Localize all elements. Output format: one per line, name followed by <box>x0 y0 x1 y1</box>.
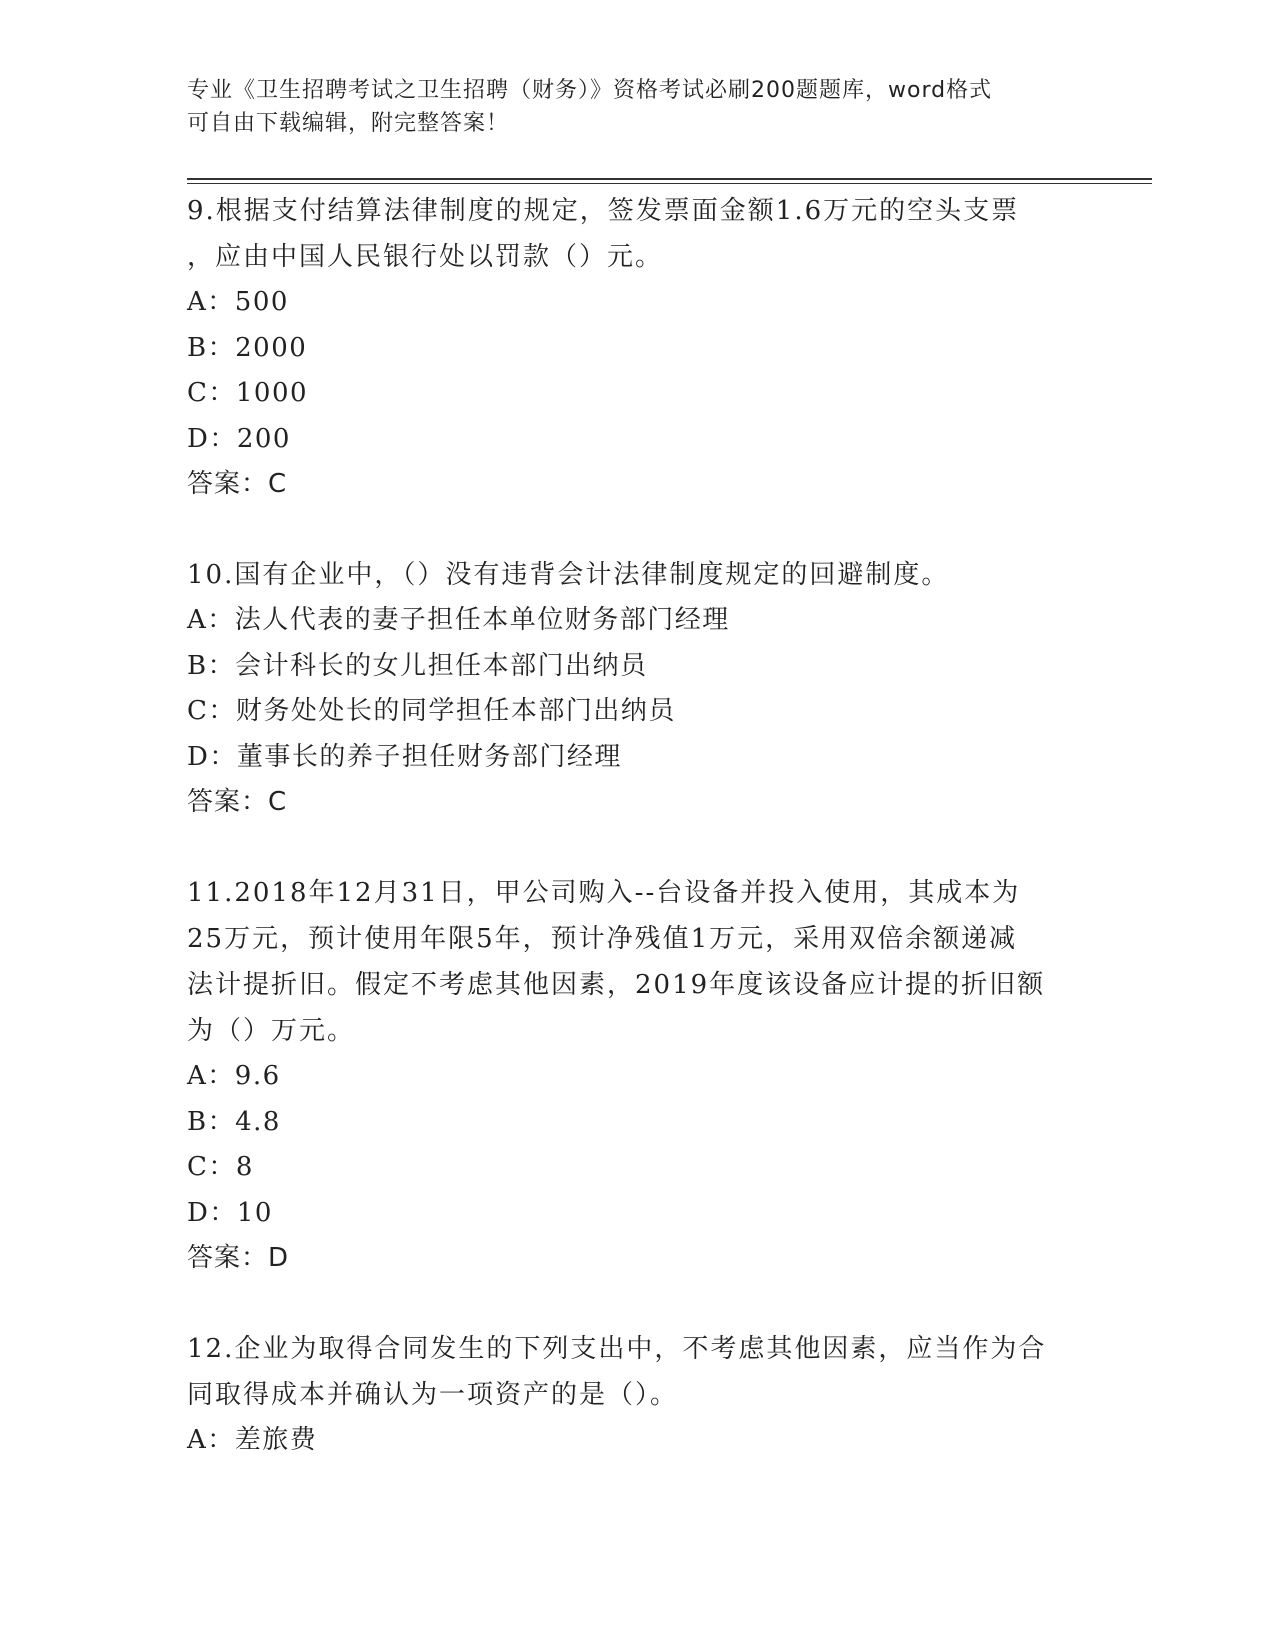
question-spacer <box>187 825 1087 870</box>
question-stem-line: 为（）万元。 <box>187 1016 356 1046</box>
option-a: A：差旅费 <box>187 1425 318 1455</box>
question-stem-line: 25万元，预计使用年限5年，预计净残值1万元，采用双倍余额递减 <box>187 924 1018 954</box>
option-d: D：200 <box>187 423 291 454</box>
option-d: D：10 <box>187 1197 273 1228</box>
answer-line: 答案：C <box>187 787 288 817</box>
question-spacer <box>187 1281 1087 1326</box>
header-rule-thick <box>187 178 1152 180</box>
header-rule-thin <box>187 183 1152 184</box>
option-b: B：4.8 <box>187 1106 281 1137</box>
header-line-2: 可自由下载编辑，附完整答案！ <box>187 111 510 136</box>
option-c: C：1000 <box>187 378 309 408</box>
question-9 <box>187 188 1087 507</box>
option-a: A：法人代表的妻子担任本单位财务部门经理 <box>187 605 730 635</box>
answer-line: 答案：D <box>187 1243 290 1273</box>
option-b: B：2000 <box>187 332 308 363</box>
question-list <box>187 188 1087 1464</box>
question-stem-line: 法计提折旧。假定不考虑其他因素，2019年度该设备应计提的折旧额 <box>187 970 1046 1000</box>
question-stem-line: ，应由中国人民银行处以罚款（）元。 <box>187 242 664 272</box>
option-d: D：董事长的养子担任财务部门经理 <box>187 741 622 772</box>
question-stem-line: 同取得成本并确认为一项资产的是（）。 <box>187 1380 679 1410</box>
question-11 <box>187 870 1087 1281</box>
option-b: B：会计科长的女儿担任本部门出纳员 <box>187 650 648 681</box>
option-c: C：财务处处长的同学担任本部门出纳员 <box>187 696 676 726</box>
question-12 <box>187 1326 1087 1464</box>
question-stem-line: 11.2018年12月31日，甲公司购入--台设备并投入使用，其成本为 <box>187 878 1021 908</box>
question-10 <box>187 552 1087 825</box>
option-a: A：9.6 <box>187 1061 281 1091</box>
question-stem-line: 12.企业为取得合同发生的下列支出中，不考虑其他因素，应当作为合 <box>187 1334 1047 1364</box>
question-spacer <box>187 507 1087 552</box>
header-line-1: 专业《卫生招聘考试之卫生招聘（财务）》资格考试必刷200题题库，word格式 <box>187 78 993 103</box>
document-header <box>187 74 1067 140</box>
option-a: A：500 <box>187 287 289 317</box>
option-c: C：8 <box>187 1152 254 1182</box>
question-stem-line: 9.根据支付结算法律制度的规定，签发票面金额1.6万元的空头支票 <box>187 196 1020 226</box>
question-stem-line: 10.国有企业中，（）没有违背会计法律制度规定的回避制度。 <box>187 560 950 590</box>
answer-line: 答案：C <box>187 469 288 499</box>
